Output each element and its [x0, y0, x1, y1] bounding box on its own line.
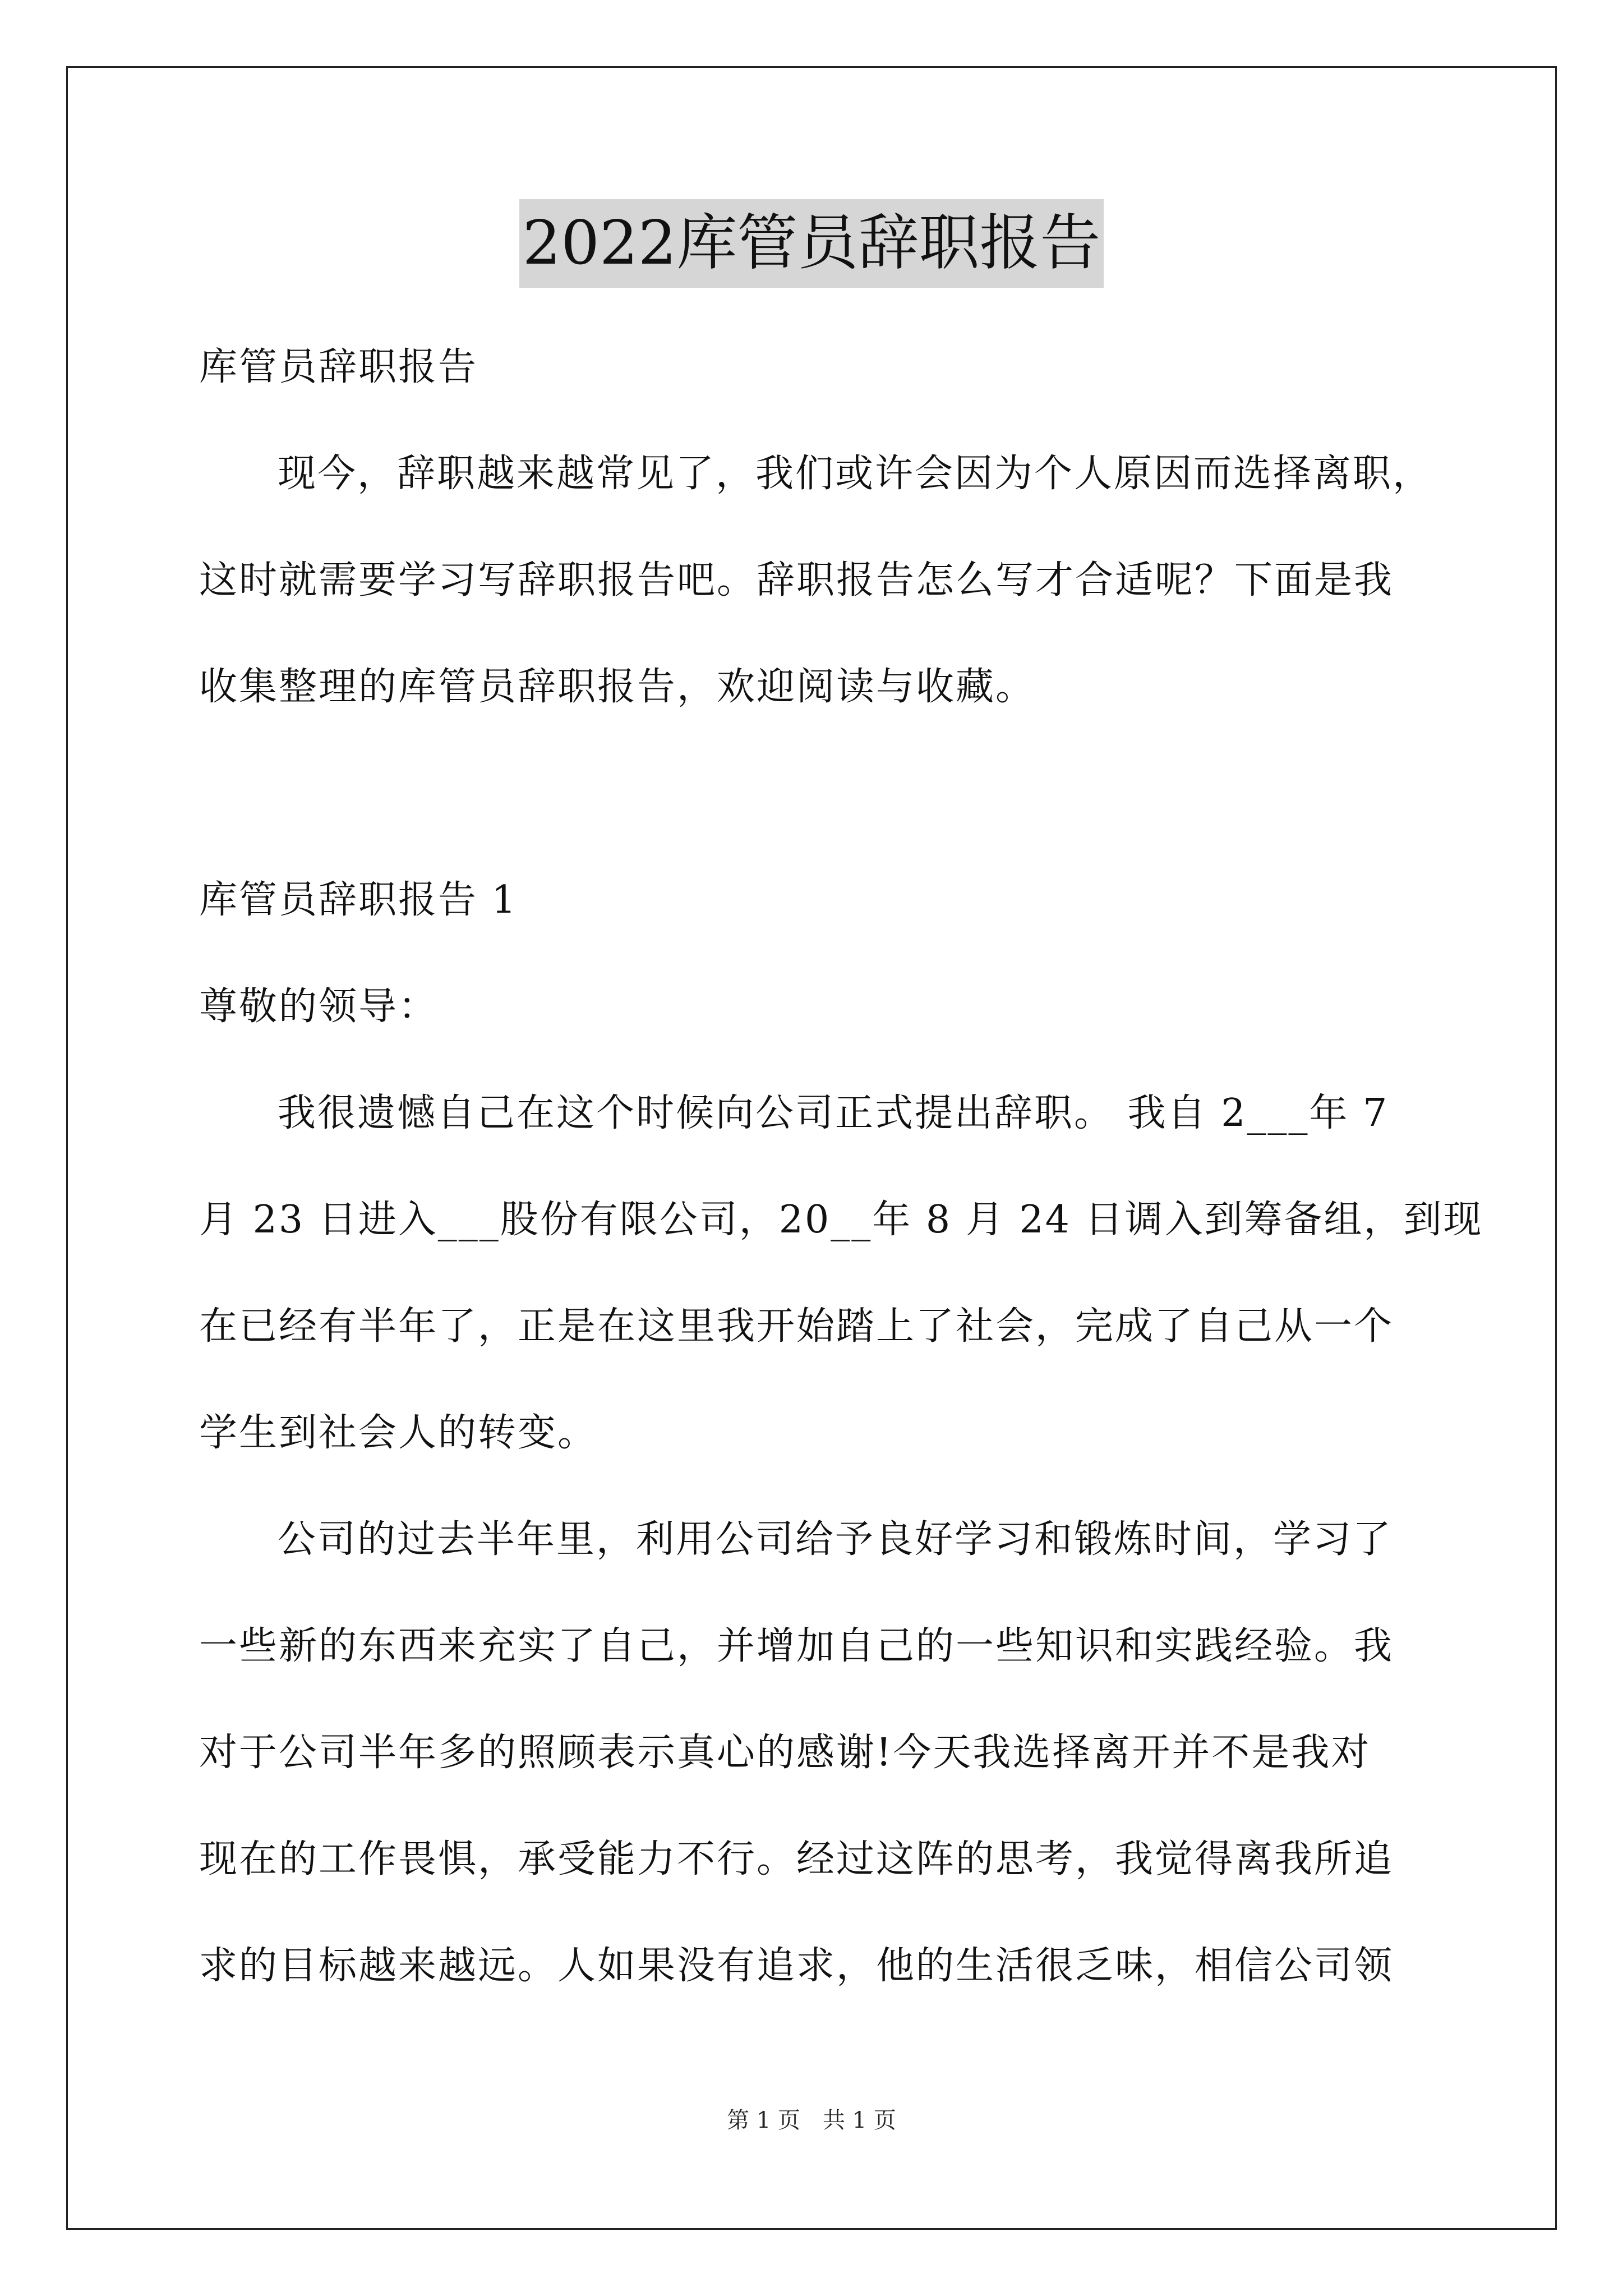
body-line: 收集整理的库管员辞职报告，欢迎阅读与收藏。 — [199, 665, 1036, 709]
body-line: 我很遗憾自己在这个时候向公司正式提出辞职。 我自 2___年 7 — [278, 1091, 1389, 1135]
body-line: 月 23 日进入___股份有限公司，20__年 8 月 24 日调入到筹备组，到现 — [199, 1198, 1483, 1242]
document-body — [199, 314, 1483, 2019]
blank-line — [199, 740, 1433, 847]
body-line: 尊敬的领导： — [199, 984, 439, 1029]
body-line: 这时就需要学习写辞职报告吧。辞职报告怎么写才合适呢？下面是我 — [199, 558, 1394, 602]
body-line: 一些新的东西来充实了自己，并增加自己的一些知识和实践经验。我 — [199, 1624, 1394, 1668]
body-line: 库管员辞职报告 — [199, 345, 478, 389]
body-line: 现今，辞职越来越常见了，我们或许会因为个人原因而选择离职， — [278, 452, 1433, 496]
body-line: 对于公司半年多的照顾表示真心的感谢!今天我选择离开并不是我对 — [199, 1731, 1371, 1775]
title-container — [0, 199, 1623, 288]
body-line: 学生到社会人的转变。 — [199, 1411, 598, 1455]
body-line: 现在的工作畏惧，承受能力不行。经过这阵的思考，我觉得离我所追 — [199, 1837, 1394, 1881]
body-line: 库管员辞职报告 1 — [199, 878, 518, 922]
body-line: 公司的过去半年里，利用公司给予良好学习和锻炼时间，学习了 — [278, 1517, 1393, 1562]
page-footer: 第 1 页 共 1 页 — [727, 2108, 896, 2133]
body-line: 在已经有半年了，正是在这里我开始踏上了社会，完成了自己从一个 — [199, 1304, 1394, 1349]
body-line: 求的目标越来越远。人如果没有追求，他的生活很乏味，相信公司领 — [199, 1944, 1394, 1988]
document-title: 2022库管员辞职报告 — [519, 199, 1104, 288]
